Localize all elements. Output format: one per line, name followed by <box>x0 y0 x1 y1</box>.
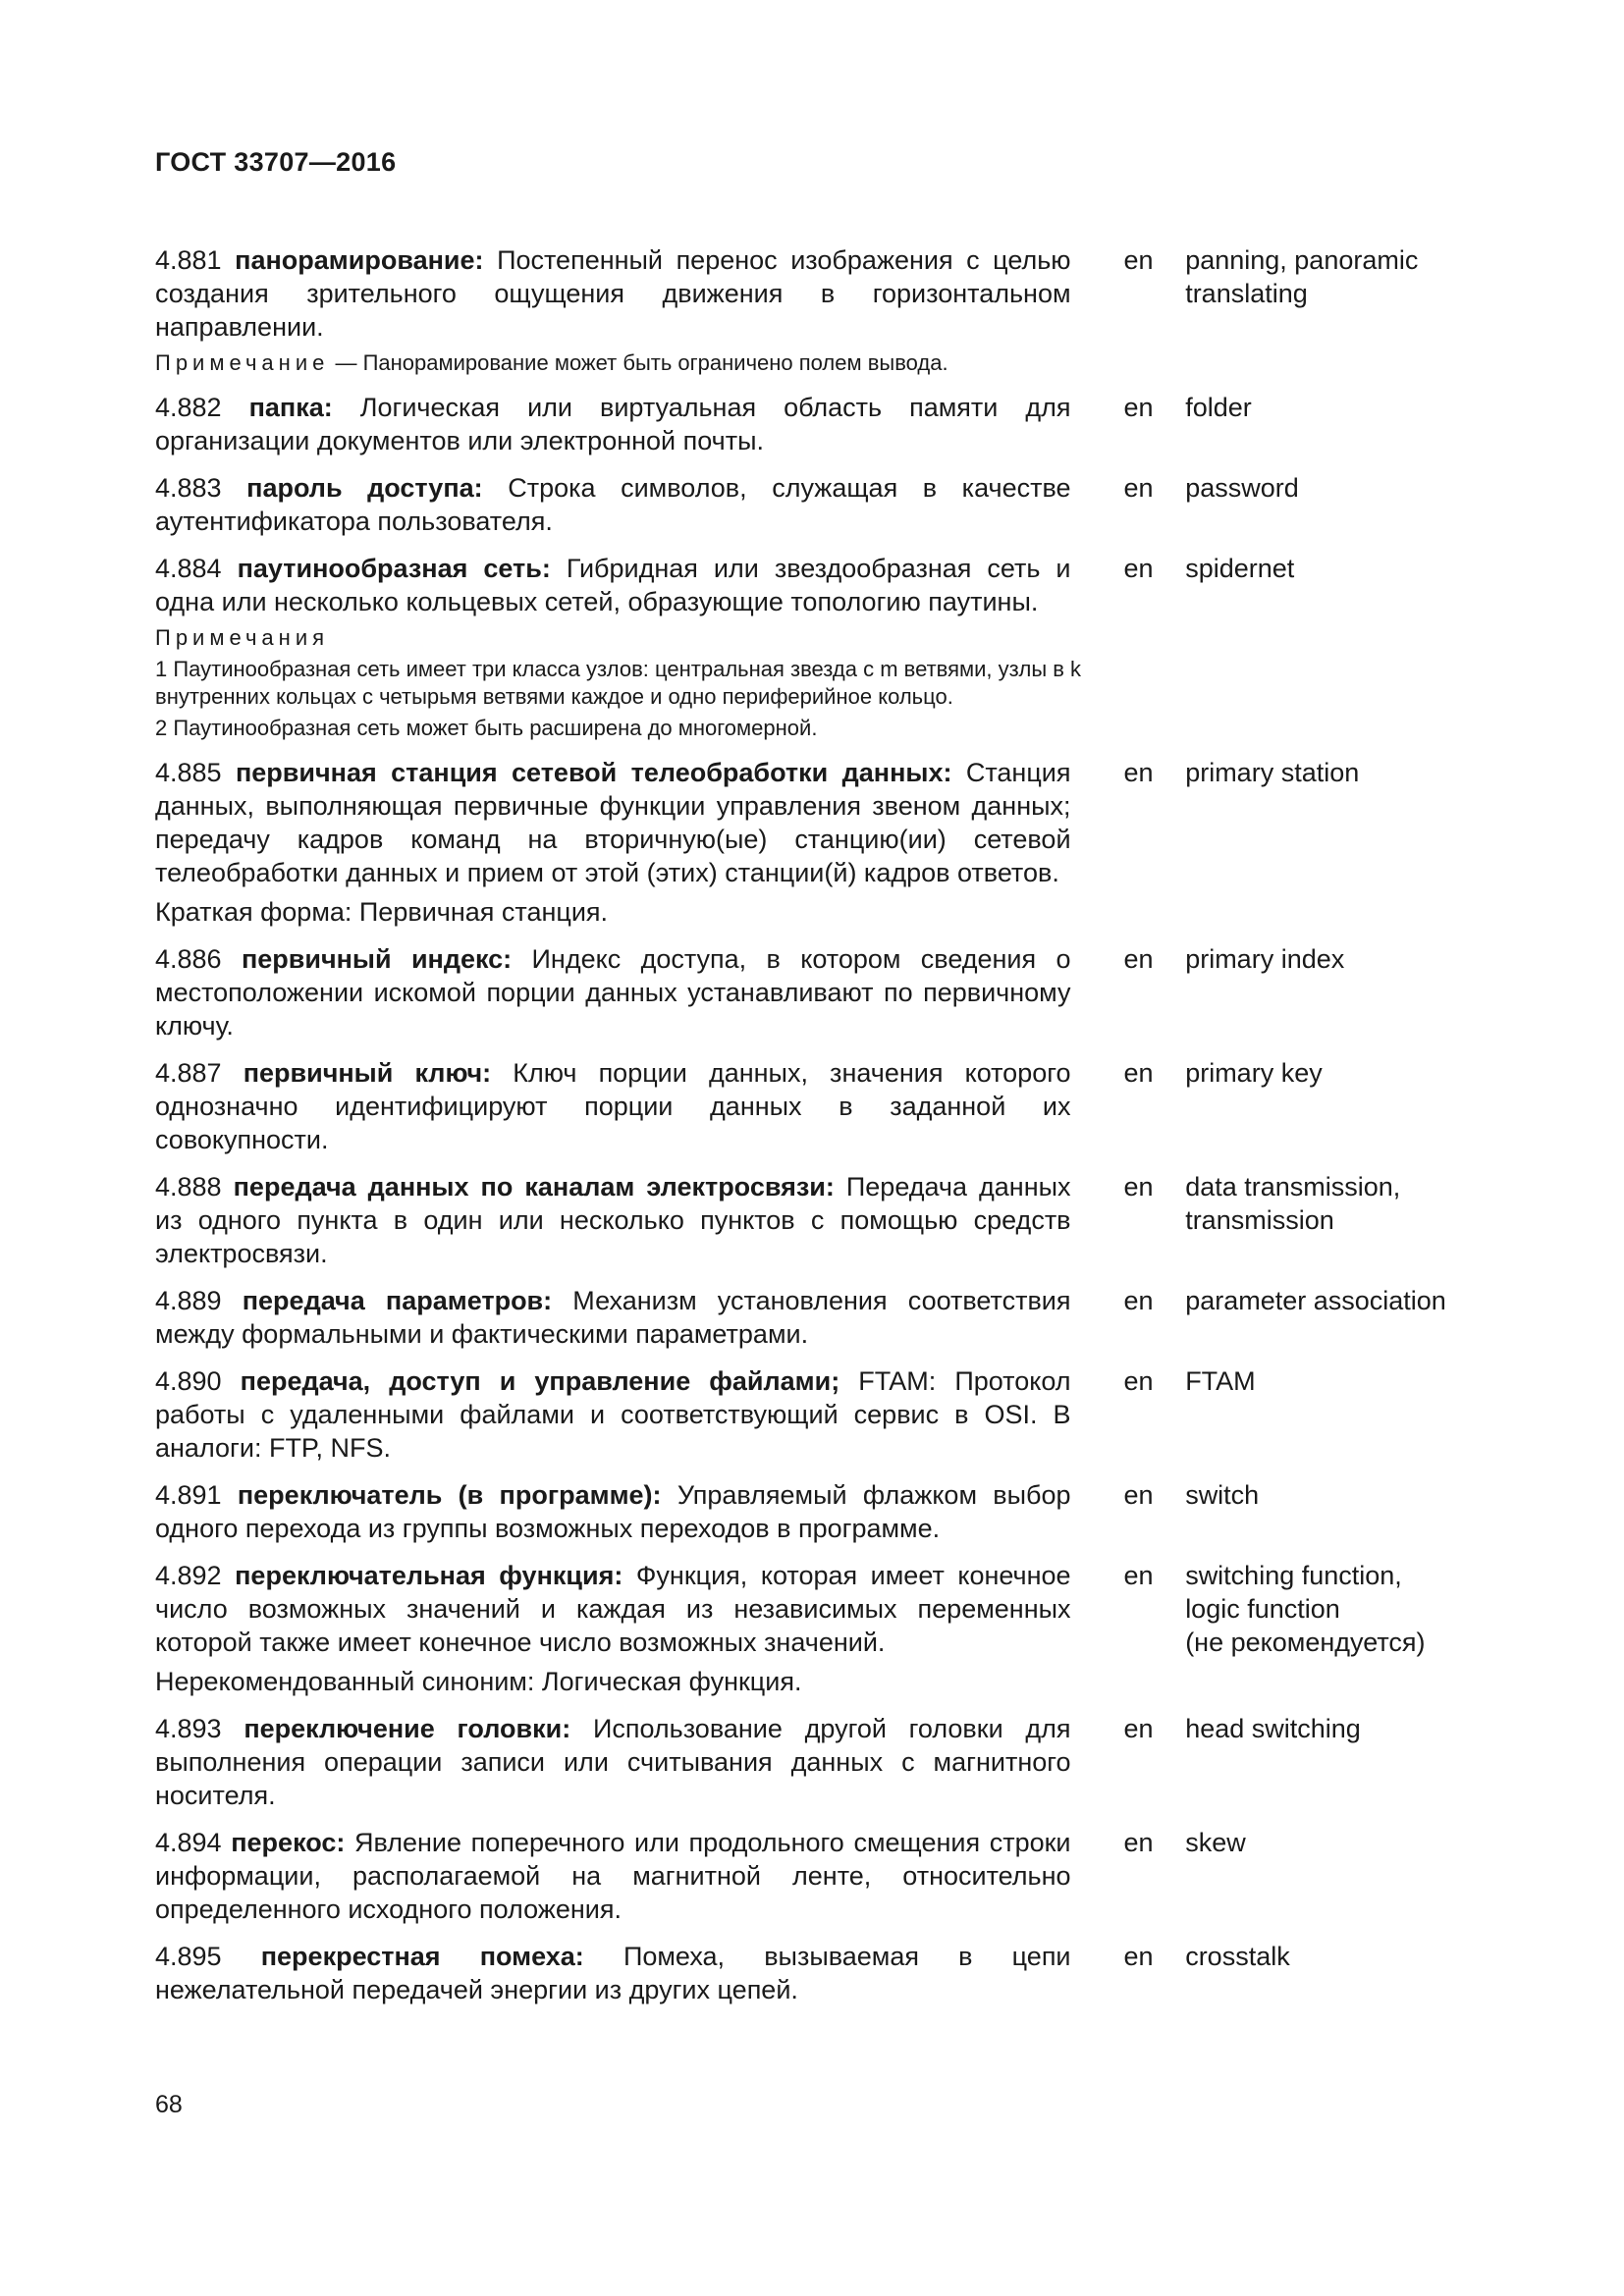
english-equivalent <box>1185 1284 1471 1351</box>
term-number: 4.885 <box>155 758 222 787</box>
definition-text: Индекс доступа, в котором сведения о местоположении искомой порции данных устанавливают по первичному ключу. <box>155 944 1071 1041</box>
definition-text: Гибридная или звездообразная сеть и одна или несколько кольцевых сетей, образующие топологию паутины. <box>155 554 1071 616</box>
term-name: переключатель (в программе): <box>237 1480 662 1510</box>
english-equivalent <box>1185 1478 1471 1545</box>
english-equivalent <box>1185 552 1471 618</box>
term-number: 4.883 <box>155 473 222 503</box>
notes-block <box>155 624 1471 742</box>
equivalent-line: head switching <box>1185 1714 1361 1743</box>
term-entry <box>155 1284 1471 1351</box>
term-number: 4.888 <box>155 1172 222 1201</box>
english-equivalent <box>1185 1712 1471 1812</box>
term-entry <box>155 1940 1471 2006</box>
term-definition <box>155 1170 1071 1270</box>
language-code: en <box>1123 1366 1154 1396</box>
definition-text: Функция, которая имеет конечное число возможных значений и каждая из независимых переменных которой также имеет конечное число возможных значений. <box>155 1561 1071 1657</box>
english-equivalent <box>1185 391 1471 457</box>
term-name: паутинообразная сеть: <box>237 554 551 583</box>
term-definition <box>155 756 1071 889</box>
term-number: 4.895 <box>155 1942 222 1971</box>
term-entry <box>155 1056 1471 1156</box>
term-number: 4.894 <box>155 1828 222 1857</box>
language-code: en <box>1123 1561 1154 1590</box>
term-name: переключательная функция: <box>235 1561 623 1590</box>
definition-text: Станция данных, выполняющая первичные функции управления звеном данных; передачу кадров команд на вторичную(ые) станцию(ии) сетевой телеобработки данных и прием от этой (этих) станции(й) кадров ответов. <box>155 758 1071 887</box>
language-code: en <box>1123 1480 1154 1510</box>
language-code: en <box>1123 1828 1154 1857</box>
equivalent-line: (не рекомендуется) <box>1185 1628 1426 1657</box>
term-number: 4.882 <box>155 393 222 422</box>
language-code: en <box>1123 1942 1154 1971</box>
english-equivalent <box>1185 942 1471 1042</box>
definition-text: Явление поперечного или продольного смещения строки информации, располагаемой на магнитной ленте, относительно определенного исходного положения. <box>155 1828 1071 1924</box>
term-entry <box>155 1478 1471 1545</box>
term-number: 4.890 <box>155 1366 222 1396</box>
english-equivalent <box>1185 471 1471 538</box>
document-header: ГОСТ 33707—2016 <box>155 147 397 177</box>
language-code: en <box>1123 1286 1154 1315</box>
english-equivalent <box>1185 756 1471 889</box>
term-number: 4.889 <box>155 1286 222 1315</box>
definition-text: Передача данных из одного пункта в один или несколько пунктов с помощью средств электросвязи. <box>155 1172 1071 1268</box>
english-equivalent <box>1185 243 1471 344</box>
term-definition <box>155 243 1071 344</box>
english-equivalent <box>1185 1056 1471 1156</box>
equivalent-line: transmission <box>1185 1205 1334 1235</box>
term-entry <box>155 942 1471 1042</box>
term-number: 4.887 <box>155 1058 222 1088</box>
definition-text: Ключ порции данных, значения которого однозначно идентифицируют порции данных в заданной их совокупности. <box>155 1058 1071 1154</box>
equivalent-line: crosstalk <box>1185 1942 1290 1971</box>
term-definition <box>155 1712 1071 1812</box>
term-definition <box>155 1364 1071 1465</box>
language-code: en <box>1123 473 1154 503</box>
term-name: передача данных по каналам электросвязи: <box>233 1172 835 1201</box>
note-label: Примечание <box>155 350 330 375</box>
equivalent-line: folder <box>1185 393 1252 422</box>
note <box>155 349 1100 377</box>
term-name: переключение головки: <box>244 1714 571 1743</box>
term-entry <box>155 243 1471 377</box>
english-equivalent <box>1185 1940 1471 2006</box>
definition-text: Управляемый флажком выбор одного перехода из группы возможных переходов в программе. <box>155 1480 1071 1543</box>
equivalent-line: parameter association <box>1185 1286 1446 1315</box>
term-name: первичный ключ: <box>243 1058 492 1088</box>
term-entry <box>155 1712 1471 1812</box>
definition-text: Строка символов, служащая в качестве аутентификатора пользователя. <box>155 473 1071 536</box>
equivalent-line: primary index <box>1185 944 1345 974</box>
term-name: первичная станция сетевой телеобработки данных: <box>235 758 952 787</box>
english-equivalent <box>1185 1364 1471 1465</box>
term-name: пароль доступа: <box>246 473 483 503</box>
term-definition <box>155 1284 1071 1351</box>
equivalent-line: spidernet <box>1185 554 1295 583</box>
term-name: передача, доступ и управление файлами; <box>240 1366 840 1396</box>
term-number: 4.891 <box>155 1480 222 1510</box>
term-definition <box>155 1826 1071 1926</box>
term-definition <box>155 1559 1071 1659</box>
note-item: 1 Паутинообразная сеть имеет три класса узлов: центральная звезда с m ветвями, узлы в k внутренних кольцах с четырьмя ветвями каждое и одно периферийное кольцо. <box>155 657 1082 709</box>
term-definition <box>155 471 1071 538</box>
term-definition <box>155 1940 1071 2006</box>
term-definition <box>155 1478 1071 1545</box>
term-number: 4.886 <box>155 944 222 974</box>
term-number: 4.892 <box>155 1561 222 1590</box>
term-name: передача параметров: <box>242 1286 553 1315</box>
term-definition <box>155 942 1071 1042</box>
term-entry <box>155 1364 1471 1465</box>
note-text: — Панорамирование может быть ограничено полем вывода. <box>329 350 948 375</box>
equivalent-line: logic function <box>1185 1594 1340 1624</box>
language-code: en <box>1123 554 1154 583</box>
term-number: 4.884 <box>155 554 222 583</box>
definition-text: Постепенный перенос изображения с целью создания зрительного ощущения движения в горизонтальном направлении. <box>155 245 1071 342</box>
term-entry <box>155 552 1471 742</box>
term-definition <box>155 391 1071 457</box>
definition-text: Механизм установления соответствия между формальными и фактическими параметрами. <box>155 1286 1071 1349</box>
equivalent-line: primary station <box>1185 758 1360 787</box>
term-entry <box>155 1826 1471 1926</box>
term-entry <box>155 1559 1471 1698</box>
language-code: en <box>1123 758 1154 787</box>
equivalent-line: skew <box>1185 1828 1246 1857</box>
english-equivalent <box>1185 1170 1471 1270</box>
term-name: перекос: <box>231 1828 346 1857</box>
language-code: en <box>1123 393 1154 422</box>
language-code: en <box>1123 1058 1154 1088</box>
term-name: перекрестная помеха: <box>260 1942 584 1971</box>
short-form: Нерекомендованный синоним: Логическая функция. <box>155 1667 802 1696</box>
term-name: панорамирование: <box>235 245 484 275</box>
definition-text: FTAM: Протокол работы с удаленными файлами и соответствующий сервис в OSI. В аналоги: FTP, NFS. <box>155 1366 1071 1463</box>
english-equivalent <box>1185 1826 1471 1926</box>
equivalent-line: FTAM <box>1185 1366 1256 1396</box>
term-number: 4.893 <box>155 1714 222 1743</box>
term-entry <box>155 756 1471 929</box>
equivalent-line: translating <box>1185 279 1308 308</box>
term-name: первичный индекс: <box>241 944 513 974</box>
equivalent-line: primary key <box>1185 1058 1323 1088</box>
definition-text: Использование другой головки для выполнения операции записи или считывания данных с магнитного носителя. <box>155 1714 1071 1810</box>
term-name: папка: <box>248 393 333 422</box>
term-entry <box>155 1170 1471 1270</box>
page-number: 68 <box>155 2091 183 2118</box>
short-form: Краткая форма: Первичная станция. <box>155 897 609 927</box>
language-code: en <box>1123 944 1154 974</box>
term-number: 4.881 <box>155 245 222 275</box>
equivalent-line: panning, panoramic <box>1185 245 1419 275</box>
english-equivalent <box>1185 1559 1471 1659</box>
definition-text: Логическая или виртуальная область памяти для организации документов или электронной почты. <box>155 393 1071 455</box>
notes-heading: Примечания <box>155 625 330 650</box>
terms-list <box>155 243 1471 2020</box>
equivalent-line: switching function, <box>1185 1561 1402 1590</box>
equivalent-line: switch <box>1185 1480 1260 1510</box>
language-code: en <box>1123 245 1154 275</box>
language-code: en <box>1123 1172 1154 1201</box>
term-entry <box>155 391 1471 457</box>
equivalent-line: password <box>1185 473 1299 503</box>
term-definition <box>155 1056 1071 1156</box>
note-item: 2 Паутинообразная сеть может быть расширена до многомерной. <box>155 716 818 740</box>
term-definition <box>155 552 1071 618</box>
definition-text: Помеха, вызываемая в цепи нежелательной передачей энергии из других цепей. <box>155 1942 1071 2004</box>
language-code: en <box>1123 1714 1154 1743</box>
equivalent-line: data transmission, <box>1185 1172 1401 1201</box>
term-entry <box>155 471 1471 538</box>
